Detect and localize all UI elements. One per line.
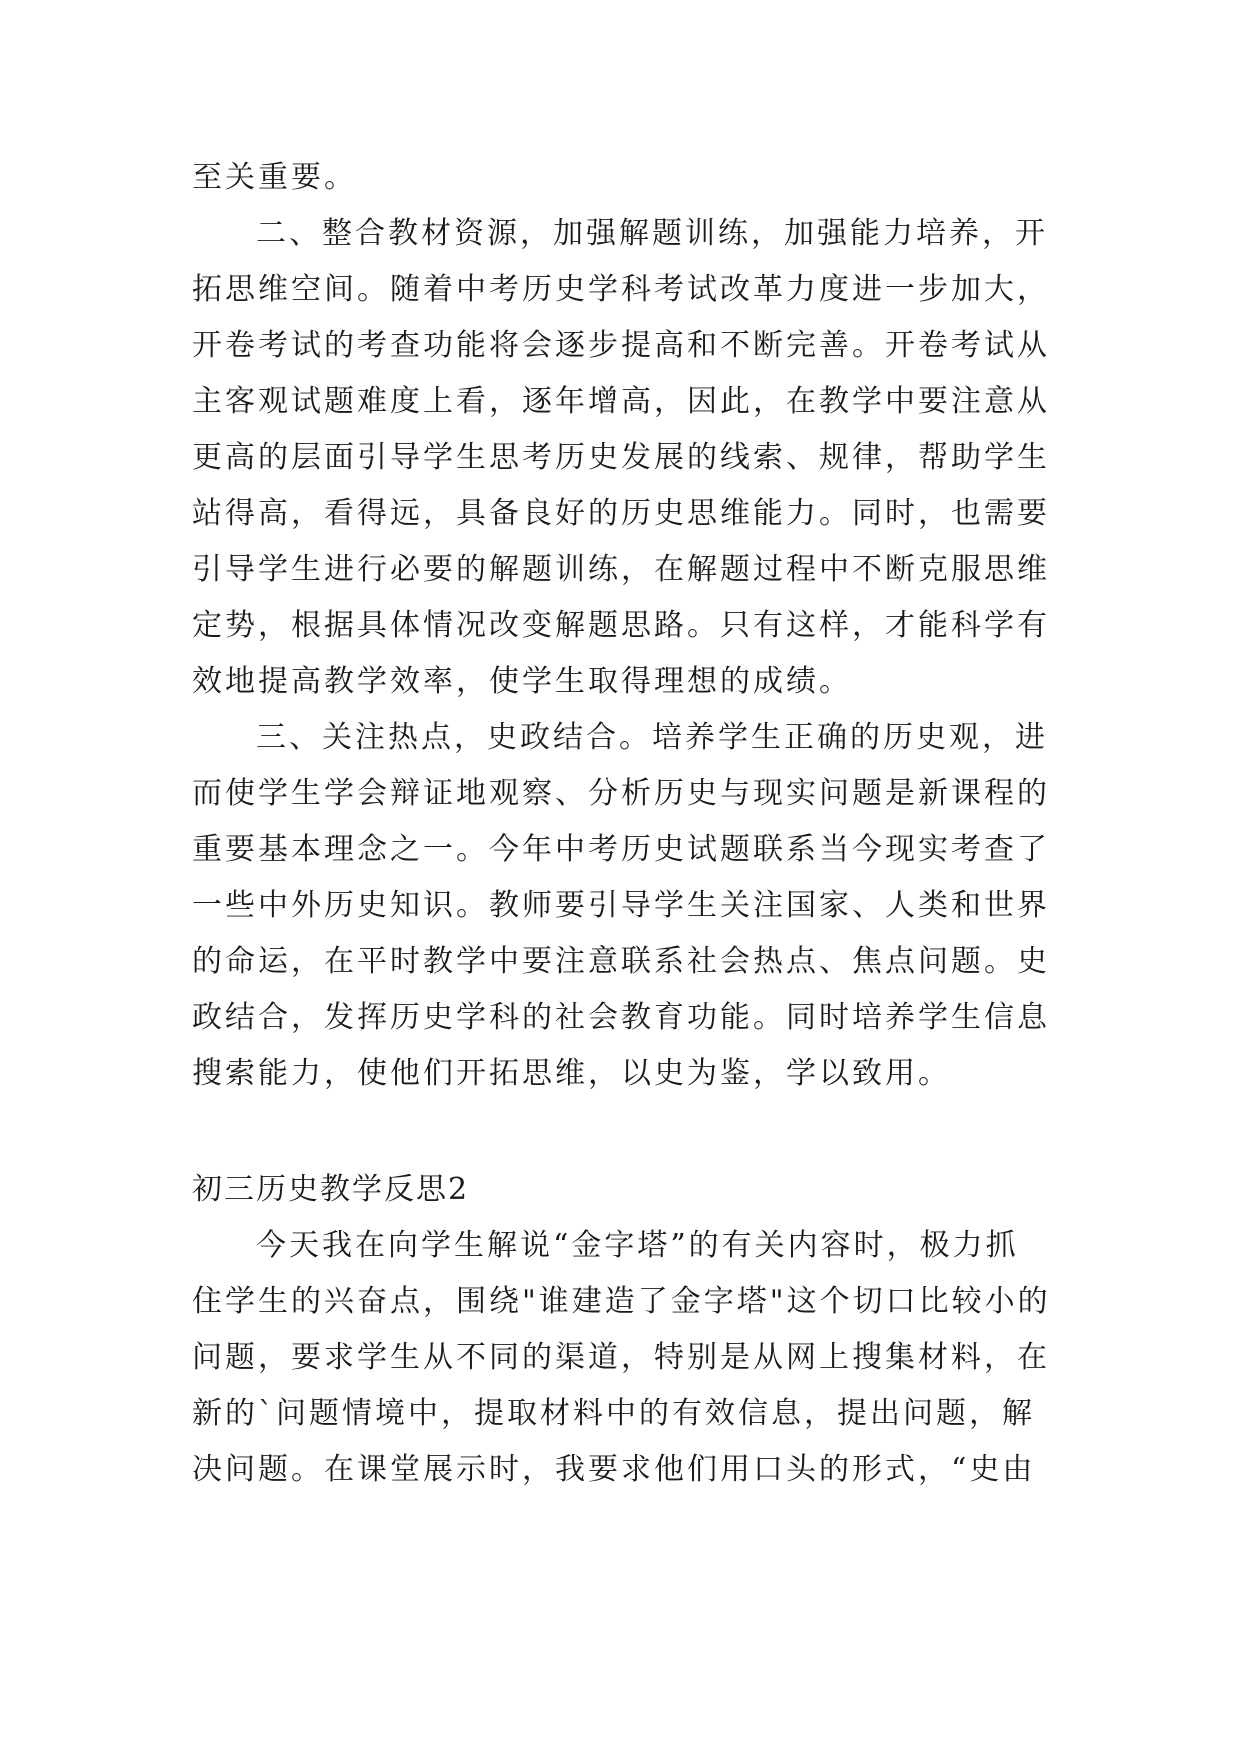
paragraph-line: 二、整合教材资源，加强解题训练，加强能力培养，开: [256, 216, 1048, 251]
document-page: [192, 150, 1057, 1498]
section-heading: 初三历史教学反思2: [192, 1172, 470, 1207]
section-gap: [192, 1102, 1057, 1162]
paragraph-line: 住学生的兴奋点，围绕"谁建造了金字塔"这个切口比较小的: [192, 1284, 1051, 1319]
paragraph-line: 政结合，发挥历史学科的社会教育功能。同时培养学生信息: [192, 1000, 1050, 1035]
paragraph-4: [192, 1218, 1057, 1498]
paragraph-2: [192, 206, 1057, 710]
paragraph-line: 的命运，在平时教学中要注意联系社会热点、焦点问题。史: [192, 944, 1050, 979]
paragraph-line: 搜索能力，使他们开拓思维，以史为鉴，学以致用。: [192, 1056, 951, 1091]
paragraph-line: 三、关注热点，史政结合。培养学生正确的历史观，进: [256, 720, 1048, 755]
paragraph-line: 主客观试题难度上看，逐年增高，因此，在教学中要注意从: [192, 384, 1050, 419]
paragraph-line: 而使学生学会辩证地观察、分析历史与现实问题是新课程的: [192, 776, 1050, 811]
paragraph-line: 开卷考试的考查功能将会逐步提高和不断完善。开卷考试从: [192, 328, 1050, 363]
paragraph-line: 决问题。在课堂展示时，我要求他们用口头的形式，“史由: [192, 1452, 1036, 1487]
paragraph-line: 引导学生进行必要的解题训练，在解题过程中不断克服思维: [192, 552, 1050, 587]
paragraph-line: 定势，根据具体情况改变解题思路。只有这样，才能科学有: [192, 608, 1050, 643]
paragraph-line: 一些中外历史知识。教师要引导学生关注国家、人类和世界: [192, 888, 1050, 923]
paragraph-3: [192, 710, 1057, 1102]
paragraph-line: 站得高，看得远，具备良好的历史思维能力。同时，也需要: [192, 496, 1050, 531]
paragraph-line: 拓思维空间。随着中考历史学科考试改革力度进一步加大，: [192, 272, 1050, 307]
paragraph-line: 今天我在向学生解说“金字塔”的有关内容时，极力抓: [256, 1228, 1019, 1263]
paragraph-line: 重要基本理念之一。今年中考历史试题联系当今现实考查了: [192, 832, 1050, 867]
paragraph-line: 效地提高教学效率，使学生取得理想的成绩。: [192, 664, 852, 699]
paragraph-line: 至关重要。: [192, 160, 357, 195]
paragraph-line: 更高的层面引导学生思考历史发展的线索、规律，帮助学生: [192, 440, 1050, 475]
paragraph-line: 问题，要求学生从不同的渠道，特别是从网上搜集材料，在: [192, 1340, 1050, 1375]
paragraph-line: 新的`问题情境中，提取材料中的有效信息，提出问题，解: [192, 1396, 1035, 1431]
